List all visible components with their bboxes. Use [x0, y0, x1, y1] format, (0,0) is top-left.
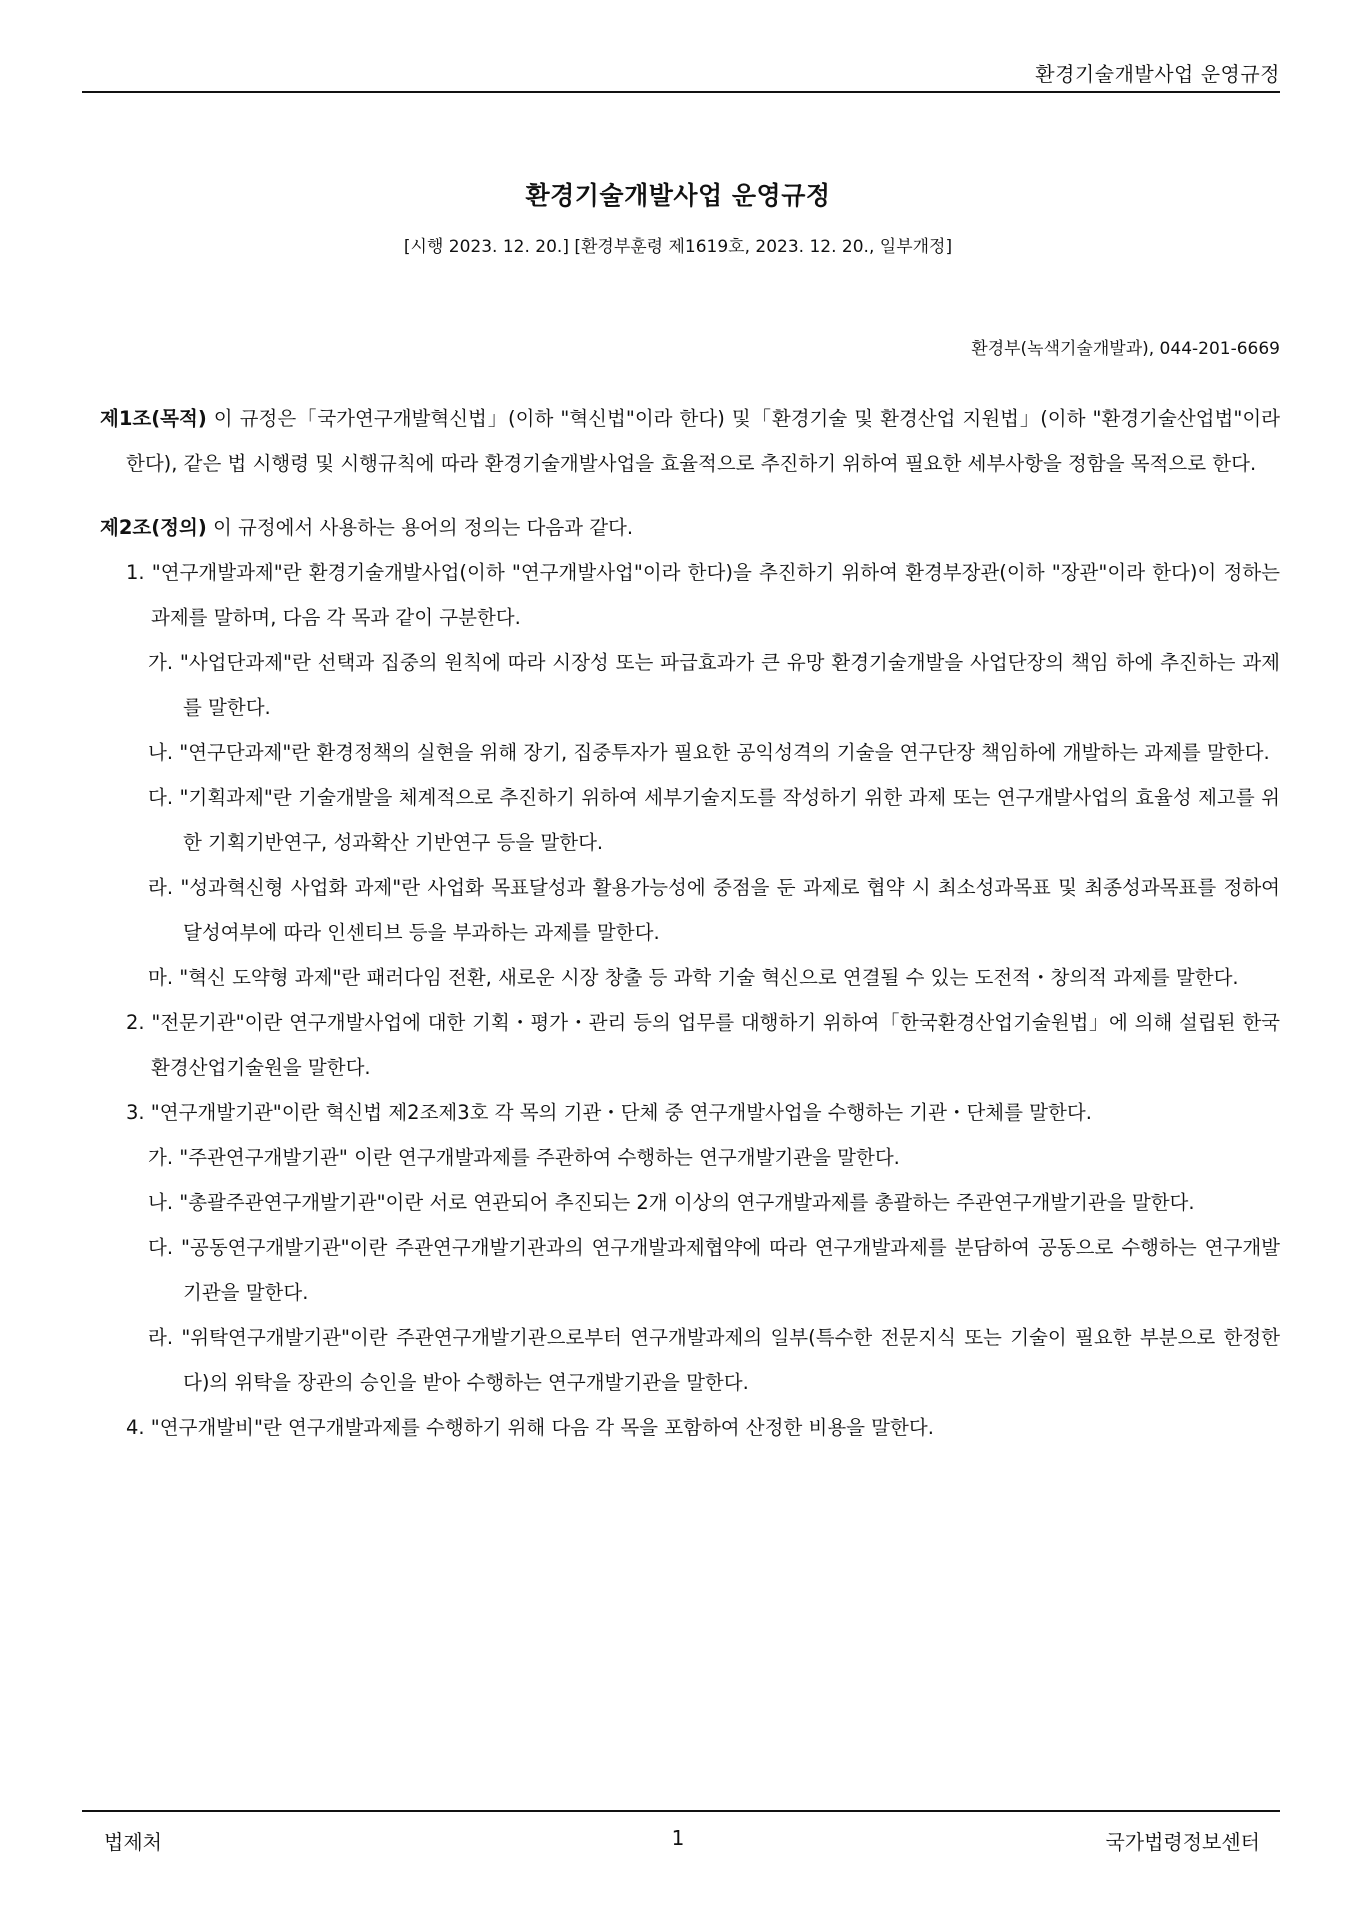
footer-rule [82, 1810, 1280, 1812]
article-1-paragraph [100, 396, 1280, 486]
definition-item-1-sub-ma: 마. "혁신 도약형 과제"란 패러다임 전환, 새로운 시장 창출 등 과학 기술 혁신으로 연결될 수 있는 도전적・창의적 과제를 말한다. [148, 966, 1239, 989]
definition-item-3-sub-ga: 가. "주관연구개발기관" 이란 연구개발과제를 주관하여 수행하는 연구개발기관을 말한다. [148, 1146, 900, 1169]
article-1-number: 제1조(목적) [100, 407, 207, 430]
article-2-text: 이 규정에서 사용하는 용어의 정의는 다음과 같다. [206, 516, 634, 539]
article-1 [100, 396, 1280, 486]
article-2-number: 제2조(정의) [100, 516, 207, 539]
document-subtitle: [시행 2023. 12. 20.] [환경부훈령 제1619호, 2023. 12. 20., 일부개정] [403, 237, 953, 257]
definition-item-3-sub-ra: 라. "위탁연구개발기관"이란 주관연구개발기관으로부터 연구개발과제의 일부(특수한 전문지식 또는 기술이 필요한 부분으로 한정한다)의 위탁을 장관의 승인을 받아 수행하는 연구개발기관을 말한다. [148, 1326, 1280, 1394]
definition-item-1-sub-ga: 가. "사업단과제"란 선택과 집중의 원칙에 따라 시장성 또는 파급효과가 큰 유망 환경기술개발을 사업단장의 책임 하에 추진하는 과제를 말한다. [148, 651, 1280, 719]
definition-item-1-sub-da: 다. "기획과제"란 기술개발을 체계적으로 추진하기 위하여 세부기술지도를 작성하기 위한 과제 또는 연구개발사업의 효율성 제고를 위한 기획기반연구, 성과확산 기반연구 등을 말한다. [148, 786, 1280, 854]
definition-item-1-sub-na: 나. "연구단과제"란 환경정책의 실현을 위해 장기, 집중투자가 필요한 공익성격의 기술을 연구단장 책임하에 개발하는 과제를 말한다. [148, 741, 1270, 764]
definition-item-3-sub-da: 다. "공동연구개발기관"이란 주관연구개발기관과의 연구개발과제협약에 따라 연구개발과제를 분담하여 공동으로 수행하는 연구개발기관을 말한다. [148, 1236, 1280, 1304]
document-body [100, 396, 1280, 1469]
footer-source: 법제처 [104, 1830, 162, 1854]
article-2-paragraph [100, 505, 1280, 550]
definition-item-3-sub-na: 나. "총괄주관연구개발기관"이란 서로 연관되어 추진되는 2개 이상의 연구개발과제를 총괄하는 주관연구개발기관을 말한다. [148, 1191, 1195, 1214]
definition-item-4: 4. "연구개발비"란 연구개발과제를 수행하기 위해 다음 각 목을 포함하여 산정한 비용을 말한다. [126, 1416, 934, 1439]
header-rule [82, 91, 1280, 93]
document-title: 환경기술개발사업 운영규정 [525, 181, 831, 210]
definition-item-1: 1. "연구개발과제"란 환경기술개발사업(이하 "연구개발사업"이라 한다)을 추진하기 위하여 환경부장관(이하 "장관"이라 한다)이 정하는 과제를 말하며, 다음 각 목과 같이 구분한다. [126, 561, 1280, 629]
definition-item-2: 2. "전문기관"이란 연구개발사업에 대한 기획・평가・관리 등의 업무를 대행하기 위하여「한국환경산업기술원법」에 의해 설립된 한국환경산업기술원을 말한다. [126, 1011, 1280, 1079]
article-1-text: 이 규정은「국가연구개발혁신법」(이하 "혁신법"이라 한다) 및「환경기술 및 환경산업 지원법」(이하 "환경기술산업법"이라 한다), 같은 법 시행령 및 시행규칙에 따라 환경기술개발사업을 효율적으로 추진하기 위하여 필요한 세부사항을 정함을 목적으로 한다. [126, 407, 1280, 475]
page-number: 1 [671, 1826, 685, 1850]
footer-publisher: 국가법령정보센터 [1105, 1830, 1260, 1854]
definition-item-3: 3. "연구개발기관"이란 혁신법 제2조제3호 각 목의 기관・단체 중 연구개발사업을 수행하는 기관・단체를 말한다. [126, 1101, 1092, 1124]
department-contact: 환경부(녹색기술개발과), 044-201-6669 [971, 339, 1280, 359]
definition-item-1-sub-ra: 라. "성과혁신형 사업화 과제"란 사업화 목표달성과 활용가능성에 중점을 둔 과제로 협약 시 최소성과목표 및 최종성과목표를 정하여 달성여부에 따라 인센티브 등을 부과하는 과제를 말한다. [148, 876, 1280, 944]
running-header: 환경기술개발사업 운영규정 [1035, 62, 1280, 86]
article-2 [100, 505, 1280, 1450]
